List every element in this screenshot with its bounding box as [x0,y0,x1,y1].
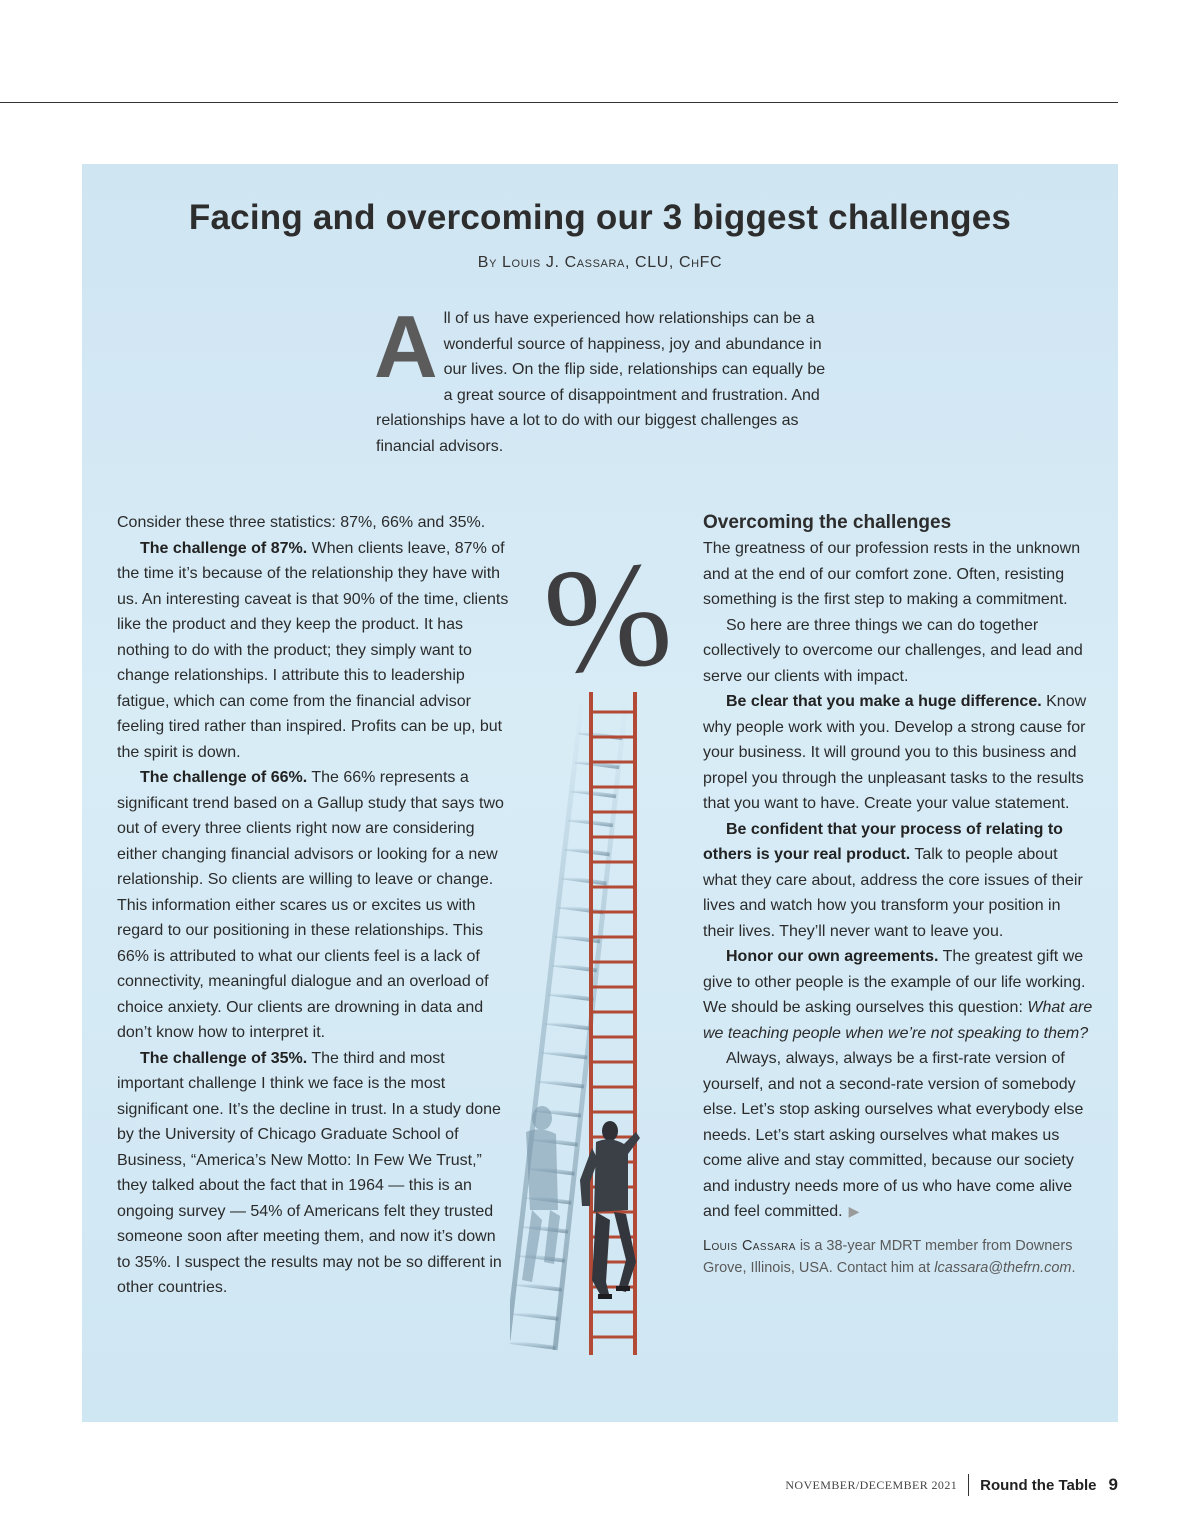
shadow-rung [562,877,607,883]
shadow-rung [512,1313,559,1319]
intro-paragraph [374,297,828,460]
honor-agreements-heading: Honor our own agreements. [726,948,939,965]
shadow-rung [545,1023,591,1029]
be-confident-heading: Be confident that your process of relating to others is your real product. [703,820,1063,863]
author-bio [703,1235,1095,1279]
be-confident-text: Talk to people about what they care about, address the core issues of their lives and watch how you transform your position in their lives. They’ll never want to leave you. [703,846,1083,940]
page-number: 9 [1108,1475,1118,1494]
be-confident-paragraph [703,817,1095,945]
overcoming-heading: Overcoming the challenges [703,512,952,533]
article-title: Facing and overcoming our 3 biggest challenges [188,198,1012,237]
challenge-66-paragraph [117,765,512,1046]
percent-symbol: % [536,528,679,708]
challenge-66-text: The 66% represents a significant trend based on a Gallup study that says two out of every three clients right now are considering either changing financial advisors or looking for a new relationship. So clients are willing to leave or change. This information either scares us or excites us with regard to our positioning in these relationships. This 66% is attributed to what our clients feel is a lack of connectivity, meaningful dialogue and an overload of choice anxiety. Our clients are drowning in data and don’t know how to interpret it. [117,769,504,1041]
shadow-rung [548,994,593,1000]
challenge-87-heading: The challenge of 87%. [140,539,308,557]
page-footer [785,1474,1118,1496]
always-paragraph [703,1046,1095,1225]
challenge-87-paragraph [117,536,512,766]
shadow-rung [542,1052,588,1058]
honor-agreements-question: What are we teaching people when we’re not speaking to them? [703,999,1093,1042]
shadow-rung [515,1284,562,1290]
ladder-illustration [510,520,710,1370]
be-clear-paragraph [703,689,1095,817]
challenge-66-heading: The challenge of 66%. [140,769,308,786]
bio-end: . [1071,1259,1076,1276]
honor-agreements-text: The greatest gift we give to other people is the example of our life working. We should be asking ourselves this question: [703,948,1086,1016]
left-column [117,510,512,1301]
greatness-paragraph: The greatness of our profession rests in the unknown and at the end of our comfort zone. Often, resisting something is the first step to making a commitment. [703,540,1081,608]
be-clear-text: Know why people work with you. Develop a strong cause for your business. It will ground you to this business and propel you through the unpleasant tasks to the results that you want to have. Create your value statement. [703,693,1087,812]
stats-paragraph: Consider these three statistics: 87%, 66% and 35%. [117,514,486,531]
right-column [703,510,1095,1279]
be-clear-heading: Be clear that you make a huge difference. [726,693,1042,710]
shadow-rung [510,1342,555,1348]
bio-text: is a 38-year MDRT member from Downers Grove, Illinois, USA. Contact him at [703,1237,1073,1276]
bio-author-name: Louis Cassara [703,1237,796,1254]
bio-email-link[interactable]: lcassara@thefrn.com [934,1259,1072,1276]
drop-cap: A [374,297,438,396]
shadow-rung [538,1081,584,1087]
intro-text: ll of us have experienced how relationships can be a wonderful source of happiness, joy and abundance in our lives. On the flip side, relationships can equally be a great source of disappointment and frustration. And relationships have a lot to do with our biggest challenges as financial advisors. [376,310,826,455]
byline: By Louis J. Cassara, CLU, ChFC [477,254,723,271]
challenge-87-text: When clients leave, 87% of the time it’s because of the relationship they have with us. An interesting caveat is that 90% of the time, clients like the product and they keep the product. It has nothing to do with the product; they simply want to change relationships. I attribute this to leadership fatigue, which can come from the financial advisor feeling tired rather than inspired. Profits can be up, but the spirit is down. [117,539,509,761]
three-things-paragraph: So here are three things we can do together collectively to overcome our challenges, and lead and serve our clients with impact. [703,616,1083,685]
challenge-35-heading: The challenge of 35%. [140,1049,308,1067]
always-text: Always, always, always be a first-rate version of yourself, and not a second-rate version of somebody else. Let’s stop asking ourselves what everybody else needs. Let’s start asking ourselves what makes us come alive and stay committed, because our society and industry needs more of us who have come alive and feel committed. [703,1050,1084,1220]
magazine-name: Round the Table [980,1476,1097,1494]
end-mark-icon: ▶ [848,1203,860,1219]
challenge-35-text: The third and most important challenge I think we face is the most significant one. It’s the decline in trust. In a study done by the University of Chicago Graduate School of Business, “America’s New Motto: In Few We Trust,” they talked about the fact that in 1964 — this is an ongoing survey — 54% of Americans felt they trusted someone soon after meeting them, and now it’s down to 35%. I suspect the results may not be so different in other countries. [117,1049,502,1296]
honor-agreements-paragraph [703,944,1095,1046]
challenge-35-paragraph [117,1046,512,1301]
shadow-rung [522,1226,568,1232]
shadow-rung [572,790,617,796]
top-rule [0,102,1118,103]
shadow-rung [565,848,610,854]
issue-date: NOVEMBER/DECEMBER 2021 [785,1477,958,1492]
footer-divider [968,1474,969,1496]
